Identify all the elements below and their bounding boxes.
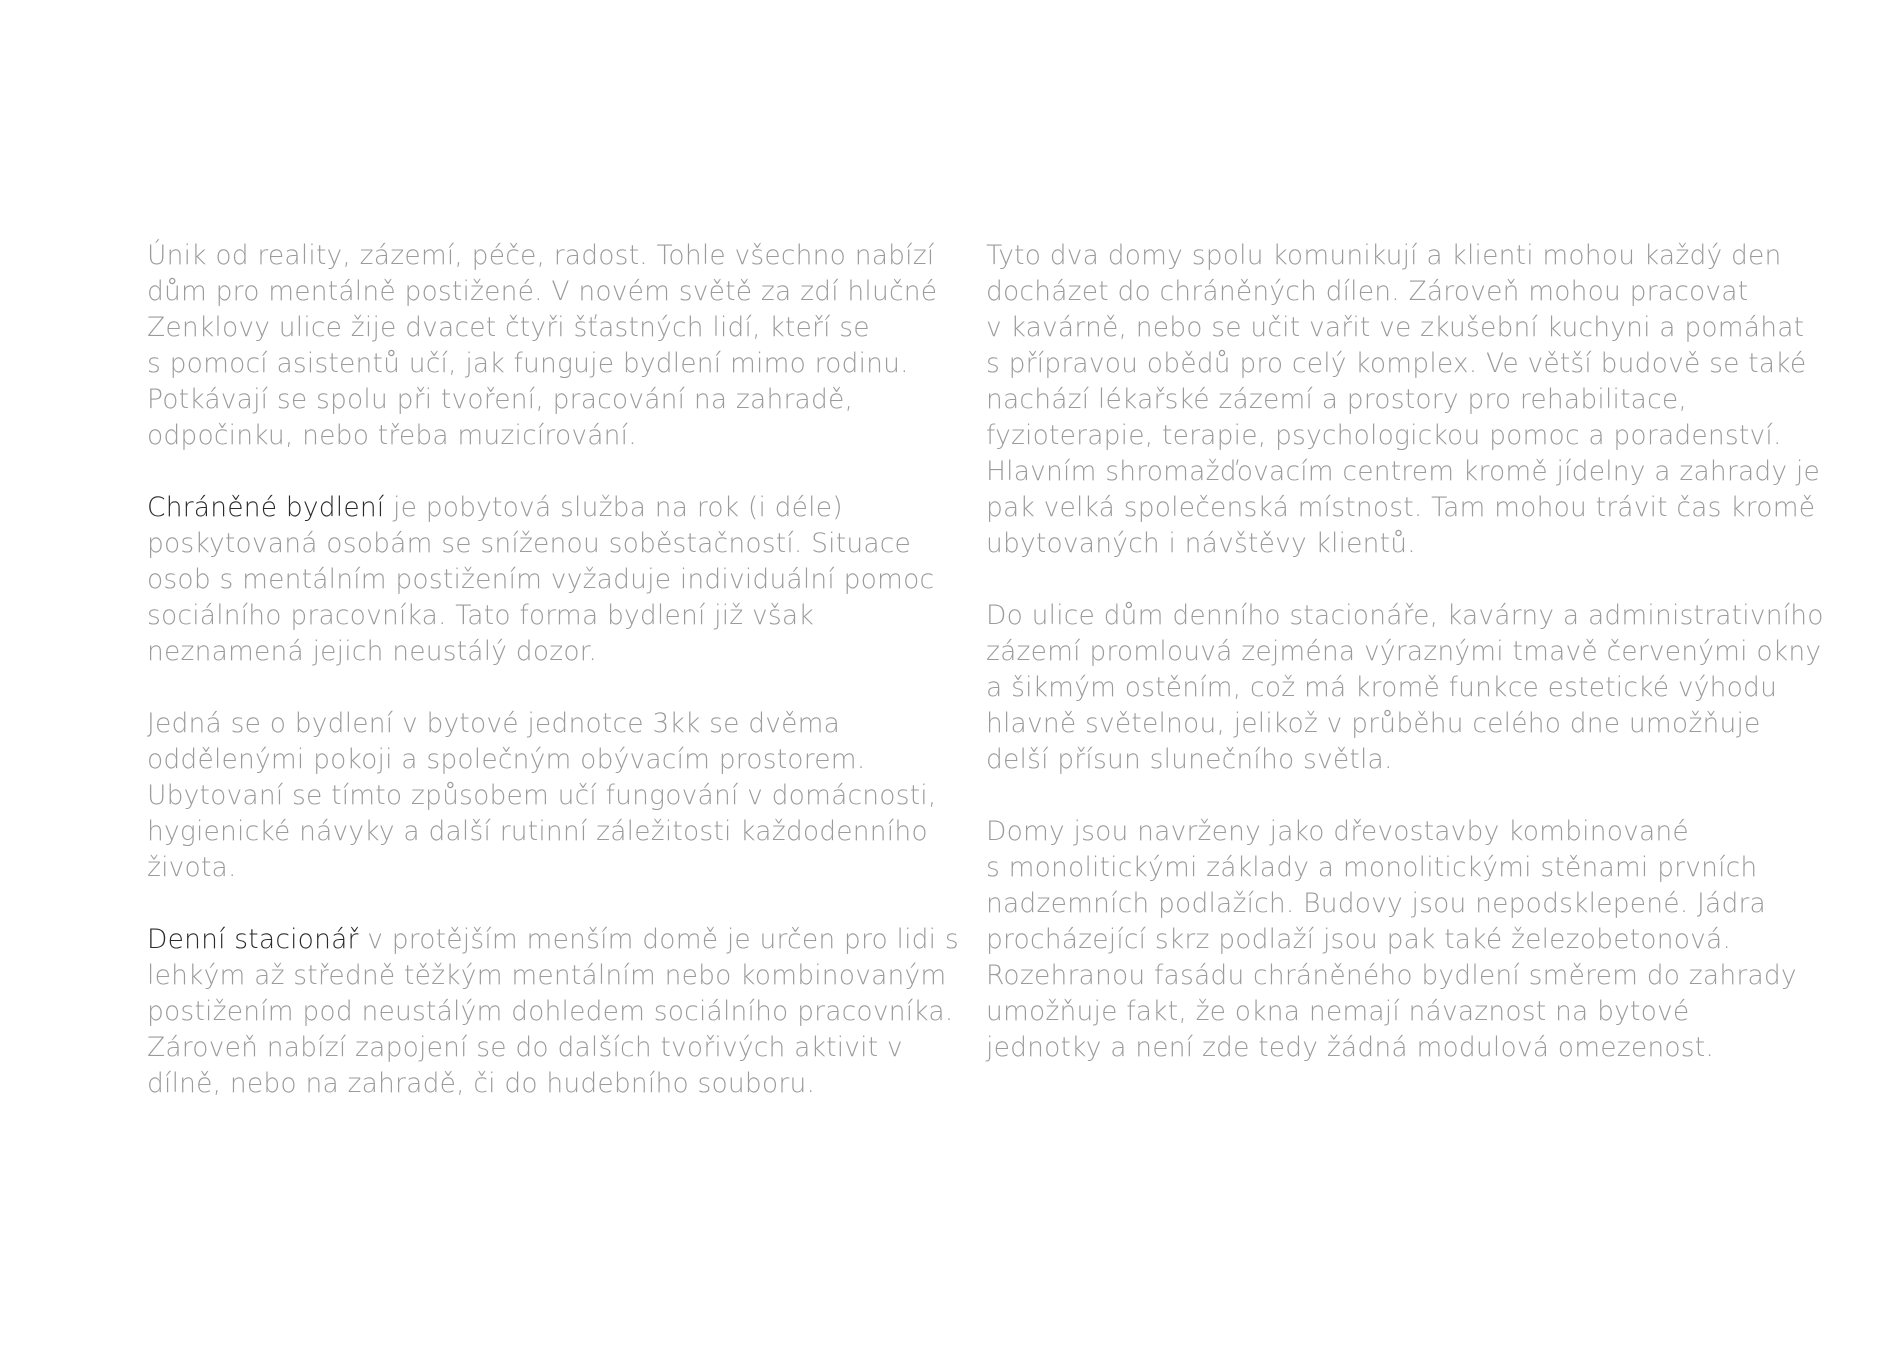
text-line: jednotky a není zde tedy žádná modulová omezenost. [986,1032,1714,1063]
text-line: života. [147,852,237,883]
text-line: umožňuje fakt, že okna nemají návaznost na bytové [986,996,1690,1027]
text-line: sociálního pracovníka. Tato forma bydlení již však [147,600,814,631]
text-line: Zároveň nabízí zapojení se do dalších tvořivých aktivit v [147,1032,903,1063]
text-line: Rozehranou fasádu chráněného bydlení směrem do zahrady [986,960,1797,991]
text-line: s monolitickými základy a monolitickými stěnami prvních [986,852,1758,883]
street-paragraph [986,598,1824,778]
text-line: s pomocí asistentů učí, jak funguje bydlení mimo rodinu. [147,348,909,379]
text-line: hlavně světelnou, jelikož v průběhu celého dne umožňuje [986,708,1761,739]
text-line: odpočinku, nebo třeba muzicírování. [147,420,637,451]
text-line: Zenklovy ulice žije dvacet čtyři šťastných lidí, kteří se [147,312,870,343]
construction-paragraph [986,814,1797,1066]
text-line: Potkávají se spolu při tvoření, pracování na zahradě, [147,384,854,415]
text-line: postižením pod neustálým dohledem sociálního pracovníka. [147,996,954,1027]
day-center-paragraph [147,922,959,1102]
text-fragment: je pobytová služba na rok (i déle) [384,492,843,523]
text-line: pak velká společenská místnost. Tam mohou trávit čas kromě [986,492,1816,523]
protected-housing-heading: Chráněné bydlení [147,492,385,523]
communication-paragraph [986,238,1820,562]
unit-paragraph [147,706,937,886]
text-line: Do ulice dům denního stacionáře, kavárny a administrativního [986,600,1824,631]
text-line: poskytovaná osobám se sníženou soběstačností. Situace [147,528,912,559]
text-line: dům pro mentálně postižené. V novém světě za zdí hlučné [147,276,938,307]
day-center-heading: Denní stacionář [147,924,359,955]
text-line: a šikmým ostěním, což má kromě funkce estetické výhodu [986,672,1778,703]
text-line: oddělenými pokoji a společným obývacím prostorem. [147,744,866,775]
text-line: Hlavním shromažďovacím centrem kromě jídelny a zahrady je [986,456,1820,487]
intro-paragraph [147,238,938,454]
protected-housing-paragraph [147,490,935,670]
left-column [147,238,959,1138]
text-line: ubytovaných i návštěvy klientů. [986,528,1416,559]
text-line: delší přísun slunečního světla. [986,744,1393,775]
text-line: s přípravou obědů pro celý komplex. Ve větší budově se také [986,348,1807,379]
text-line: dílně, nebo na zahradě, či do hudebního souboru. [147,1068,816,1099]
text-line: Únik od reality, zázemí, péče, radost. Tohle všechno nabízí [147,240,935,271]
text-line: neznamená jejich neustálý dozor. [147,636,598,667]
text-line: hygienické návyky a další rutinní záležitosti každodenního [147,816,928,847]
text-line [147,490,927,526]
text-line [147,922,959,958]
text-fragment: v protějším menším domě je určen pro lidi s [358,924,959,955]
text-line: fyzioterapie, terapie, psychologickou pomoc a poradenství. [986,420,1782,451]
text-line: Jedná se o bydlení v bytové jednotce 3kk se dvěma [147,708,841,739]
text-line: Ubytovaní se tímto způsobem učí fungování v domácnosti, [147,780,937,811]
text-line: lehkým až středně těžkým mentálním nebo kombinovaným [147,960,947,991]
text-line: zázemí promlouvá zejména výraznými tmavě červenými okny [986,636,1822,667]
text-line: Tyto dva domy spolu komunikují a klienti mohou každý den [986,240,1782,271]
right-column [986,238,1824,1102]
text-line: Domy jsou navrženy jako dřevostavby kombinované [986,816,1689,847]
text-line: docházet do chráněných dílen. Zároveň mohou pracovat [986,276,1749,307]
text-line: nachází lékařské zázemí a prostory pro rehabilitace, [986,384,1687,415]
text-line: v kavárně, nebo se učit vařit ve zkušební kuchyni a pomáhat [986,312,1805,343]
text-line: osob s mentálním postižením vyžaduje individuální pomoc [147,564,935,595]
text-line: procházející skrz podlaží jsou pak také železobetonová. [986,924,1732,955]
text-line: nadzemních podlažích. Budovy jsou nepodsklepené. Jádra [986,888,1766,919]
